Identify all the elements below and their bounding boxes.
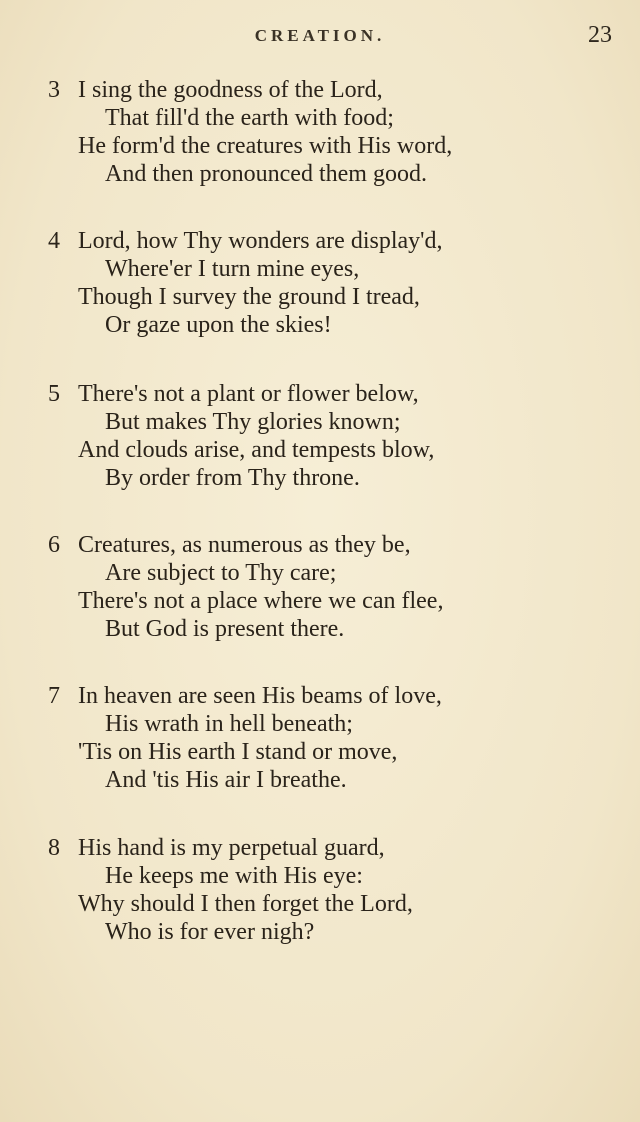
stanza-number: 4 (48, 228, 60, 254)
verse-line: His hand is my perpetual guard, (78, 835, 385, 861)
verse-line: Where'er I turn mine eyes, (105, 256, 360, 282)
verse-line: 'Tis on His earth I stand or move, (78, 739, 398, 765)
verse-line: Or gaze upon the skies! (105, 312, 332, 338)
verse-line: Creatures, as numerous as they be, (78, 532, 411, 558)
stanza-number: 3 (48, 77, 60, 103)
verse-line: Are subject to Thy care; (105, 560, 337, 586)
verse-line: But makes Thy glories known; (105, 409, 401, 435)
verse-line: There's not a place where we can flee, (78, 588, 444, 614)
verse-line: I sing the goodness of the Lord, (78, 77, 383, 103)
verse-line: His wrath in hell beneath; (105, 711, 353, 737)
verse-line: Though I survey the ground I tread, (78, 284, 420, 310)
verse-line: Who is for ever nigh? (105, 919, 315, 945)
verse-line: Why should I then forget the Lord, (78, 891, 413, 917)
stanza-8 (48, 834, 608, 946)
verse-line: There's not a plant or flower below, (78, 381, 419, 407)
verse-line: Lord, how Thy wonders are display'd, (78, 228, 443, 254)
running-header-title: CREATION. (254, 26, 386, 45)
verse-line: That fill'd the earth with food; (105, 105, 394, 131)
verse-line: By order from Thy throne. (105, 465, 360, 491)
verse-line: And 'tis His air I breathe. (105, 767, 347, 793)
page-number: 23 (588, 22, 612, 48)
stanza-number: 5 (48, 381, 60, 407)
verse-line: He keeps me with His eye: (105, 863, 363, 889)
stanza-number: 8 (48, 835, 60, 861)
stanza-6 (48, 531, 608, 643)
verse-line: But God is present there. (105, 616, 345, 642)
stanza-7 (48, 682, 608, 794)
verse-line: And clouds arise, and tempests blow, (78, 437, 435, 463)
stanza-number: 6 (48, 532, 60, 558)
stanza-4 (48, 227, 608, 339)
verse-line: He form'd the creatures with His word, (78, 133, 453, 159)
verse-line: In heaven are seen His beams of love, (78, 683, 442, 709)
stanza-5 (48, 380, 608, 492)
verse-line: And then pronounced them good. (105, 161, 427, 187)
stanza-number: 7 (48, 683, 60, 709)
stanza-3 (48, 76, 608, 188)
